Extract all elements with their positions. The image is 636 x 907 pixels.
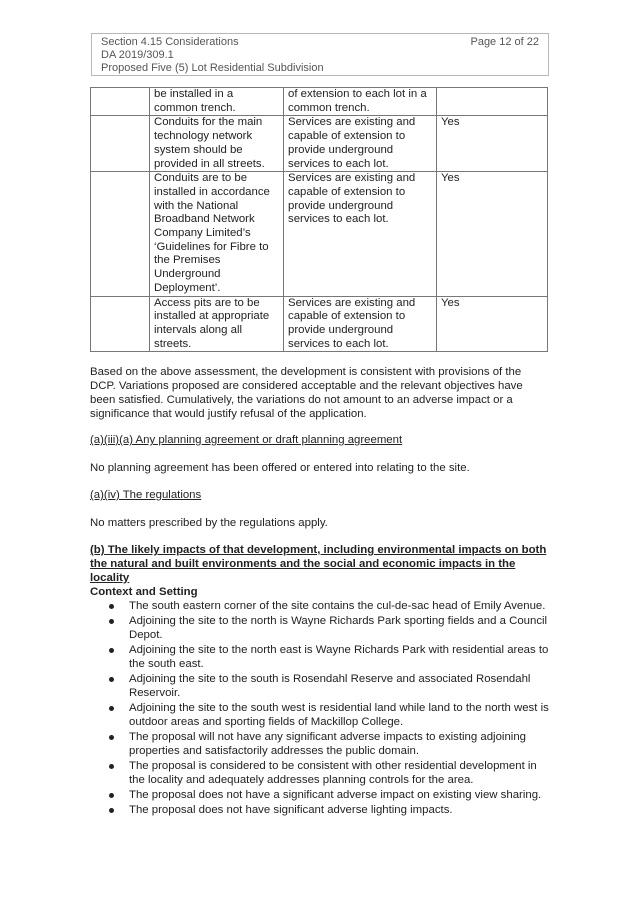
section-heading-likely-impacts: (b) The likely impacts of that development, including environmental impacts on both the natural and built environments and the social and economic impacts in the locality bbox=[90, 544, 547, 584]
list-item-text: The proposal will not have any significant adverse impacts to existing adjoining properties and satisfactorily addresses the public domain. bbox=[129, 731, 526, 757]
table-cell: Yes bbox=[437, 172, 548, 296]
compliance-table bbox=[90, 87, 548, 352]
table-cell: be installed in a common trench. bbox=[150, 88, 284, 116]
bullet-icon bbox=[109, 648, 114, 653]
list-item bbox=[90, 730, 552, 758]
table-cell: Conduits are to be installed in accordance with the National Broadband Network Company Limited’s ‘Guidelines for Fibre to the Premises Underground Deployment’. bbox=[150, 172, 284, 296]
list-item bbox=[90, 803, 552, 817]
table-cell: Services are existing and capable of extension to provide underground services to each lot. bbox=[284, 116, 437, 172]
table-cell: of extension to each lot in a common trench. bbox=[284, 88, 437, 116]
planning-agreement-text: No planning agreement has been offered or entered into relating to the site. bbox=[90, 462, 470, 474]
bullet-icon bbox=[109, 677, 114, 682]
table-cell: Yes bbox=[437, 116, 548, 172]
header-da-number: DA 2019/309.1 bbox=[101, 49, 174, 61]
table-row bbox=[91, 88, 548, 116]
table-cell bbox=[91, 88, 150, 116]
list-item-text: Adjoining the site to the south is Rosendahl Reserve and associated Rosendahl Reservoir. bbox=[129, 673, 531, 699]
table-row bbox=[91, 296, 548, 352]
context-setting-heading: Context and Setting bbox=[90, 586, 198, 598]
bullet-icon bbox=[109, 808, 114, 813]
list-item bbox=[90, 599, 552, 613]
table-cell: Yes bbox=[437, 296, 548, 352]
section-heading-regulations: (a)(iv) The regulations bbox=[90, 489, 202, 501]
list-item-text: Adjoining the site to the south west is residential land while land to the north west is outdoor areas and sporting fields of Mackillop College. bbox=[129, 702, 549, 728]
bullet-icon bbox=[109, 735, 114, 740]
list-item-text: Adjoining the site to the north east is Wayne Richards Park with residential areas to the south east. bbox=[129, 644, 549, 670]
header-proposal: Proposed Five (5) Lot Residential Subdivision bbox=[101, 62, 324, 74]
assessment-paragraph: Based on the above assessment, the development is consistent with provisions of the DCP. Variations proposed are considered acceptable and the relevant objectives have been satisfied. Cumulatively, the variations do not amount to an adverse impact or a significance that would justify refusal of the application. bbox=[90, 366, 523, 420]
regulations-text: No matters prescribed by the regulations apply. bbox=[90, 517, 328, 529]
table-cell: Access pits are to be installed at appropriate intervals along all streets. bbox=[150, 296, 284, 352]
table-cell bbox=[91, 296, 150, 352]
table-row bbox=[91, 116, 548, 172]
table-cell bbox=[437, 88, 548, 116]
list-item-text: The proposal is considered to be consistent with other residential development in the locality and adequately addresses planning controls for the area. bbox=[129, 760, 537, 786]
context-bullet-list bbox=[90, 599, 552, 818]
list-item bbox=[90, 788, 552, 802]
table-row bbox=[91, 172, 548, 296]
table-cell bbox=[91, 116, 150, 172]
table-cell: Services are existing and capable of extension to provide underground services to each lot. bbox=[284, 172, 437, 296]
list-item bbox=[90, 614, 552, 642]
list-item-text: The proposal does not have significant adverse lighting impacts. bbox=[129, 804, 453, 816]
table-cell: Conduits for the main technology network system should be provided in all streets. bbox=[150, 116, 284, 172]
list-item bbox=[90, 759, 552, 787]
bullet-icon bbox=[109, 604, 114, 609]
table-cell bbox=[91, 172, 150, 296]
bullet-icon bbox=[109, 619, 114, 624]
bullet-icon bbox=[109, 793, 114, 798]
bullet-icon bbox=[109, 706, 114, 711]
list-item-text: The south eastern corner of the site contains the cul-de-sac head of Emily Avenue. bbox=[129, 600, 546, 612]
list-item bbox=[90, 643, 552, 671]
bullet-icon bbox=[109, 764, 114, 769]
header-section-title: Section 4.15 Considerations bbox=[101, 36, 239, 48]
page-header bbox=[91, 33, 549, 76]
header-page-number: Page 12 of 22 bbox=[470, 36, 539, 48]
list-item-text: Adjoining the site to the north is Wayne Richards Park sporting fields and a Council Depot. bbox=[129, 615, 548, 641]
list-item bbox=[90, 672, 552, 700]
table-cell: Services are existing and capable of extension to provide underground services to each lot. bbox=[284, 296, 437, 352]
list-item bbox=[90, 701, 552, 729]
list-item-text: The proposal does not have a significant adverse impact on existing view sharing. bbox=[129, 789, 542, 801]
section-heading-planning-agreement: (a)(iii)(a) Any planning agreement or draft planning agreement bbox=[90, 434, 403, 446]
